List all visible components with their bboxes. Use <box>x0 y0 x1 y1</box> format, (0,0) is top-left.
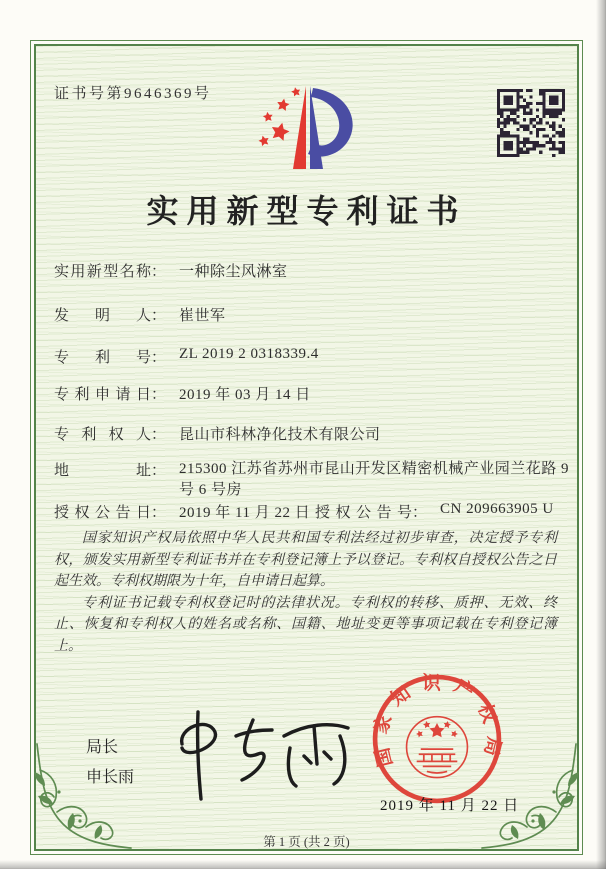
seal-arc-text: 国家知识产权局 <box>370 672 504 769</box>
legal-paragraph-2: 专利证书记载专利权登记时的法律状况。专利权的转移、质押、无效、终止、恢复和专利权人的姓名或名称、国籍、地址变更等事项记载在专利登记簿上。 <box>54 595 557 654</box>
paper-edge-shadow-bottom <box>0 860 606 869</box>
field-label: 专利权人 <box>54 427 151 443</box>
field-label: 专利号 <box>54 350 151 366</box>
commissioner-name: 申长雨 <box>86 769 135 786</box>
field-label: 授权公告号 <box>315 505 412 521</box>
field-label: 授权公告日 <box>54 505 151 521</box>
legal-text-block <box>54 528 557 657</box>
field-colon: ： <box>151 350 167 366</box>
field-row-patentee <box>54 423 564 444</box>
handwritten-signature-icon <box>168 706 353 804</box>
field-label: 地址 <box>54 463 151 479</box>
field-value: 215300 江苏省苏州市昆山开发区精密机械产业园兰花路 9 号 6 号房 <box>179 461 570 498</box>
field-value: 一种除尘风淋室 <box>179 264 288 280</box>
field-row-grant <box>54 501 564 522</box>
field-colon: ： <box>412 505 428 521</box>
certificate-title: 实用新型专利证书 <box>146 193 467 229</box>
field-colon: ： <box>151 387 167 403</box>
field-label: 专利申请日 <box>54 387 151 403</box>
field-row-address <box>54 459 570 501</box>
grant-number-pair <box>315 501 554 522</box>
commissioner-title: 局长 <box>86 739 119 756</box>
field-row-patent-number <box>54 346 564 367</box>
qr-code-icon <box>497 89 565 157</box>
seal-date: 2019 年 11 月 22 日 <box>380 798 520 814</box>
field-value: 昆山市科林净化技术有限公司 <box>179 427 381 443</box>
field-value: ZL 2019 2 0318339.4 <box>179 346 319 362</box>
field-colon: ： <box>151 463 167 479</box>
grant-number-value: CN 209663905 U <box>440 501 554 517</box>
field-colon: ： <box>151 308 167 324</box>
field-value: 崔世军 <box>179 308 226 324</box>
cnipa-patent-logo-icon <box>256 79 358 174</box>
floral-corner-ornament-left <box>33 742 133 850</box>
field-colon: ： <box>151 427 167 443</box>
field-label: 发明人 <box>54 308 151 324</box>
field-value: 2019 年 03 月 14 日 <box>179 387 311 403</box>
grant-date-value: 2019 年 11 月 22 日 <box>179 505 311 521</box>
field-row-inventor <box>54 304 564 325</box>
certificate-number: 证书号第9646369号 <box>54 86 212 102</box>
paper-edge-shadow-right <box>596 0 606 869</box>
field-row-utility-model-name <box>54 260 564 281</box>
field-colon: ： <box>151 264 167 280</box>
page-number: 第 1 页 (共 2 页) <box>263 835 350 849</box>
field-row-filing-date <box>54 383 564 404</box>
field-colon: ： <box>151 505 167 521</box>
field-label: 实用新型名称 <box>54 264 151 280</box>
legal-paragraph-1: 国家知识产权局依照中华人民共和国专利法经过初步审查，决定授予专利权，颁发实用新型专利证书并在专利登记簿上予以登记。专利权自授权公告之日起生效。专利权期限为十年，自申请日起算。 <box>54 531 557 589</box>
national-emblem <box>407 717 468 778</box>
